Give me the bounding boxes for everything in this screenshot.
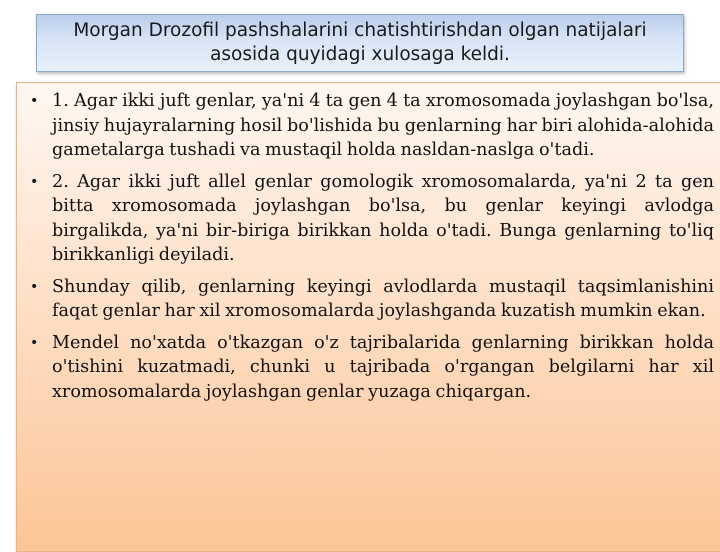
bullet-item <box>30 89 714 163</box>
title-box <box>36 14 684 72</box>
bullet-dot-icon: • <box>30 173 39 190</box>
slide-title: Morgan Drozofil pashshalarini chatishtirishdan olgan natijalari asosida quyidagi xulosaga keldi. <box>73 20 647 65</box>
bullet-dot-icon: • <box>30 93 39 109</box>
bullet-dot-icon: • <box>30 278 39 295</box>
bullet-text: 1. Agar ikki juft genlar, ya'ni 4 ta gen 4 ta xromosomada joylashgan bo'lsa, jinsiy hujayralarning hosil bo'lishida bu genlarning har biri alohida-alohida gametalarga tushadi va mustaqil holda nasldan-naslga o'tadi. <box>52 91 714 160</box>
bullet-item <box>30 331 714 405</box>
bullet-list <box>17 83 720 404</box>
bullet-text: Mendel no'xatda o'tkazgan o'z tajribalarida genlarning birikkan holda o'tishini kuzatmadi, chunki u tajribada o'rgangan belgilarni har xil xromosomalarda joylashgan genlar yuzaga chiqargan. <box>52 332 714 402</box>
bullet-item <box>30 275 714 324</box>
bullet-item <box>30 170 714 268</box>
bullet-dot-icon: • <box>30 334 39 351</box>
bullet-text: 2. Agar ikki juft allel genlar gomologik xromosomalarda, ya'ni 2 ta gen bitta xromosomada joylashgan bo'lsa, bu genlar keyingi avlodga birgalikda, ya'ni bir-biriga birikkan holda o'tadi. Bunga genlarning to'liq birikkanligi deyiladi. <box>52 171 714 265</box>
bullet-text: Shunday qilib, genlarning keyingi avlodlarda mustaqil taqsimlanishini faqat genlar har xil xromosomalarda joylashganda kuzatish mumkin ekan. <box>52 276 714 321</box>
content-box <box>16 82 720 552</box>
